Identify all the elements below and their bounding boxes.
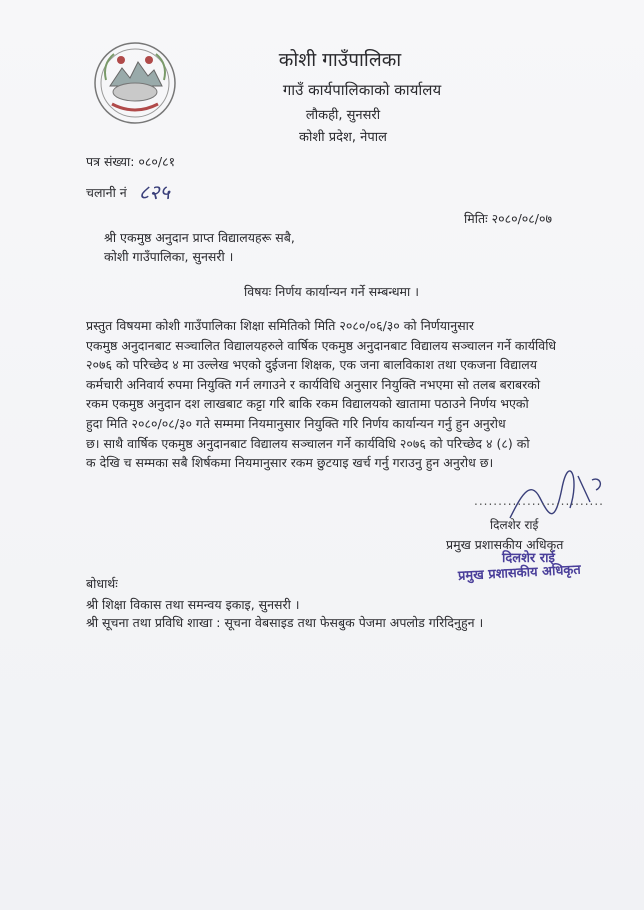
signatory-name: दिलशेर राई [490, 518, 539, 532]
stamp-name: दिलशेर राई [502, 551, 555, 566]
signature-dots: ........................... [474, 494, 604, 508]
cc-line-2: श्री सूचना तथा प्रविधि शाखा : सूचना वेबसाइड तथा फेसबुक पेजमा अपलोड गरिदिनुहुन । [86, 615, 484, 630]
office-name: कोशी गाउँपालिका [278, 49, 402, 71]
body-line: २०७६ को परिच्छेद ४ मा उल्लेख भएको दुईजना शिक्षक, एक जना बालविकाश तथा एकजना विद्यालय [86, 357, 538, 373]
cc-label: बोधार्थः [86, 576, 118, 591]
body-line: प्रस्तुत विषयमा कोशी गाउँपालिका शिक्षा समितिको मिति २०८०/०६/३० को निर्णयानुसार [86, 318, 475, 333]
dispatch-number: ८२५ [138, 180, 170, 204]
nepal-emblem-icon [92, 40, 178, 126]
body-line: कर्मचारी अनिवार्य रुपमा नियुक्ति गर्न लगाउने र कार्यविधि अनुसार नियुक्ति नभएमा सो तलब बराबरको [86, 376, 541, 392]
body-line: हुदा मिति २०८०/०८/३० गते सम्ममा नियमानुसार नियुक्ति गरि निर्णय कार्यान्यन गर्नु हुन अनुरोध [86, 415, 506, 431]
office-province: कोशी प्रदेश, नेपाल [299, 130, 387, 145]
office-address: लौकही, सुनसरी [305, 108, 381, 123]
dispatch-line [86, 176, 170, 203]
stamp-title: प्रमुख प्रशासकीय अधिकृत [457, 562, 582, 584]
body-line: एकमुष्ठ अनुदानबाट सञ्चालित विद्यालयहरुले वार्षिक एकमुष्ठ अनुदानबाट विद्यालय सञ्चालन गर्ने कार्यविधि [86, 337, 556, 353]
addressee-line-2: कोशी गाउँपालिका, सुनसरी । [104, 249, 234, 264]
cc-line-1: श्री शिक्षा विकास तथा समन्वय इकाइ, सुनसरी । [86, 597, 300, 612]
subject-line: विषयः निर्णय कार्यान्यन गर्ने सम्बन्धमा । [244, 284, 419, 299]
signatory-title: प्रमुख प्रशासकीय अधिकृत [446, 537, 564, 552]
addressee-line-1: श्री एकमुष्ठ अनुदान प्राप्त विद्यालयहरू सबै, [104, 230, 295, 245]
body-line: छ। साथै वार्षिक एकमुष्ठ अनुदानबाट विद्यालय सञ्चालन गर्ने कार्यविधि २०७६ को परिच्छेद ४ (८) को [86, 435, 530, 451]
body-line: क देखि च सम्मका सबै शिर्षकमा नियमानुसार रकम छुटयाइ खर्च गर्नु गराउनु हुन अनुरोध छ। [86, 455, 494, 471]
office-type: गाउँ कार्यपालिकाको कार्यालय [282, 81, 442, 99]
body-line: रकम एकमुष्ठ अनुदान दश लाखबाट कट्टा गरि बाकि रकम विद्यालयको खातामा पठाउने निर्णय भएको [86, 396, 529, 412]
letter-date: मितिः २०८०/०८/०७ [464, 211, 552, 226]
dispatch-label: चलानी नं [86, 185, 127, 200]
letter-body [86, 316, 556, 473]
reference-number: पत्र संख्या: ०८०/८१ [86, 154, 176, 169]
